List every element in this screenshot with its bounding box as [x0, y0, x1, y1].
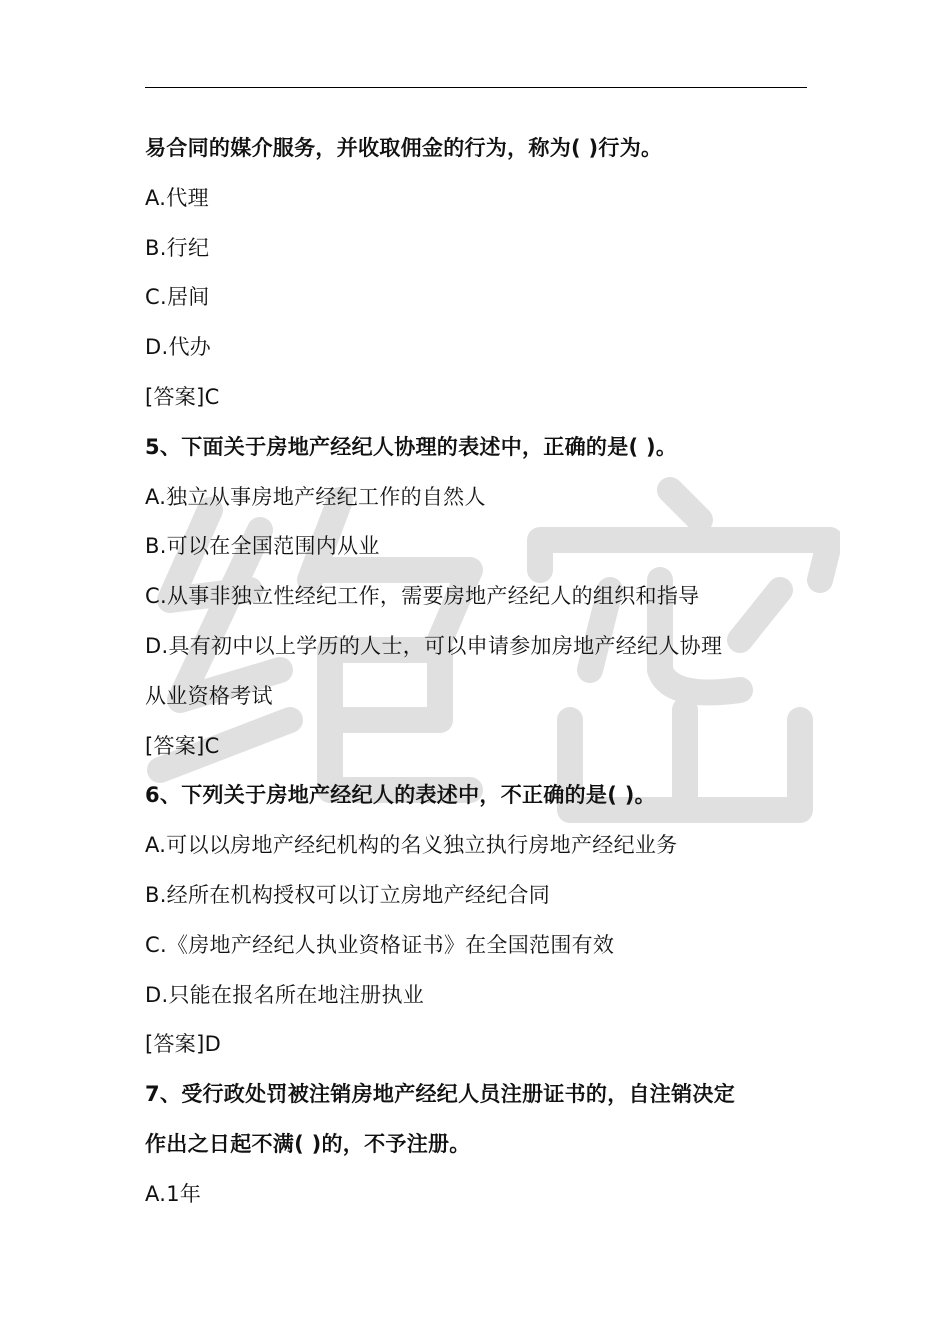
option-text: C.居间	[145, 285, 210, 310]
option-text: A.可以以房地产经纪机构的名义独立执行房地产经纪业务	[145, 833, 678, 858]
question-text: 5、下面关于房地产经纪人协理的表述中，正确的是( )。	[145, 434, 678, 459]
header-rule	[145, 87, 807, 88]
option-text: A.代理	[145, 185, 209, 210]
option-text: A.1年	[145, 1181, 202, 1206]
option-text: C.《房地产经纪人执业资格证书》在全国范围有效	[145, 932, 615, 957]
option-text: B.可以在全国范围内从业	[145, 534, 380, 559]
option-text: D.只能在报名所在地注册执业	[145, 982, 425, 1007]
answer-text: [答案]C	[145, 733, 220, 758]
option-text: 从业资格考试	[145, 683, 273, 708]
question-text: 6、下列关于房地产经纪人的表述中，不正确的是( )。	[145, 783, 656, 808]
question-text: 易合同的媒介服务，并收取佣金的行为，称为( )行为。	[145, 136, 663, 160]
option-text: C.从事非独立性经纪工作，需要房地产经纪人的组织和指导	[145, 584, 700, 609]
question-text: 作出之日起不满( )的，不予注册。	[145, 1131, 471, 1156]
option-text: D.代办	[145, 335, 212, 360]
option-text: B.行纪	[145, 235, 210, 260]
option-text: D.具有初中以上学历的人士，可以申请参加房地产经纪人协理	[145, 633, 723, 658]
option-text: B.经所在机构授权可以订立房地产经纪合同	[145, 882, 551, 907]
answer-text: [答案]D	[145, 1032, 222, 1057]
question-content	[145, 124, 807, 1220]
option-text: A.独立从事房地产经纪工作的自然人	[145, 484, 486, 509]
answer-text: [答案]C	[145, 384, 220, 409]
question-text: 7、受行政处罚被注销房地产经纪人员注册证书的，自注销决定	[145, 1082, 736, 1107]
